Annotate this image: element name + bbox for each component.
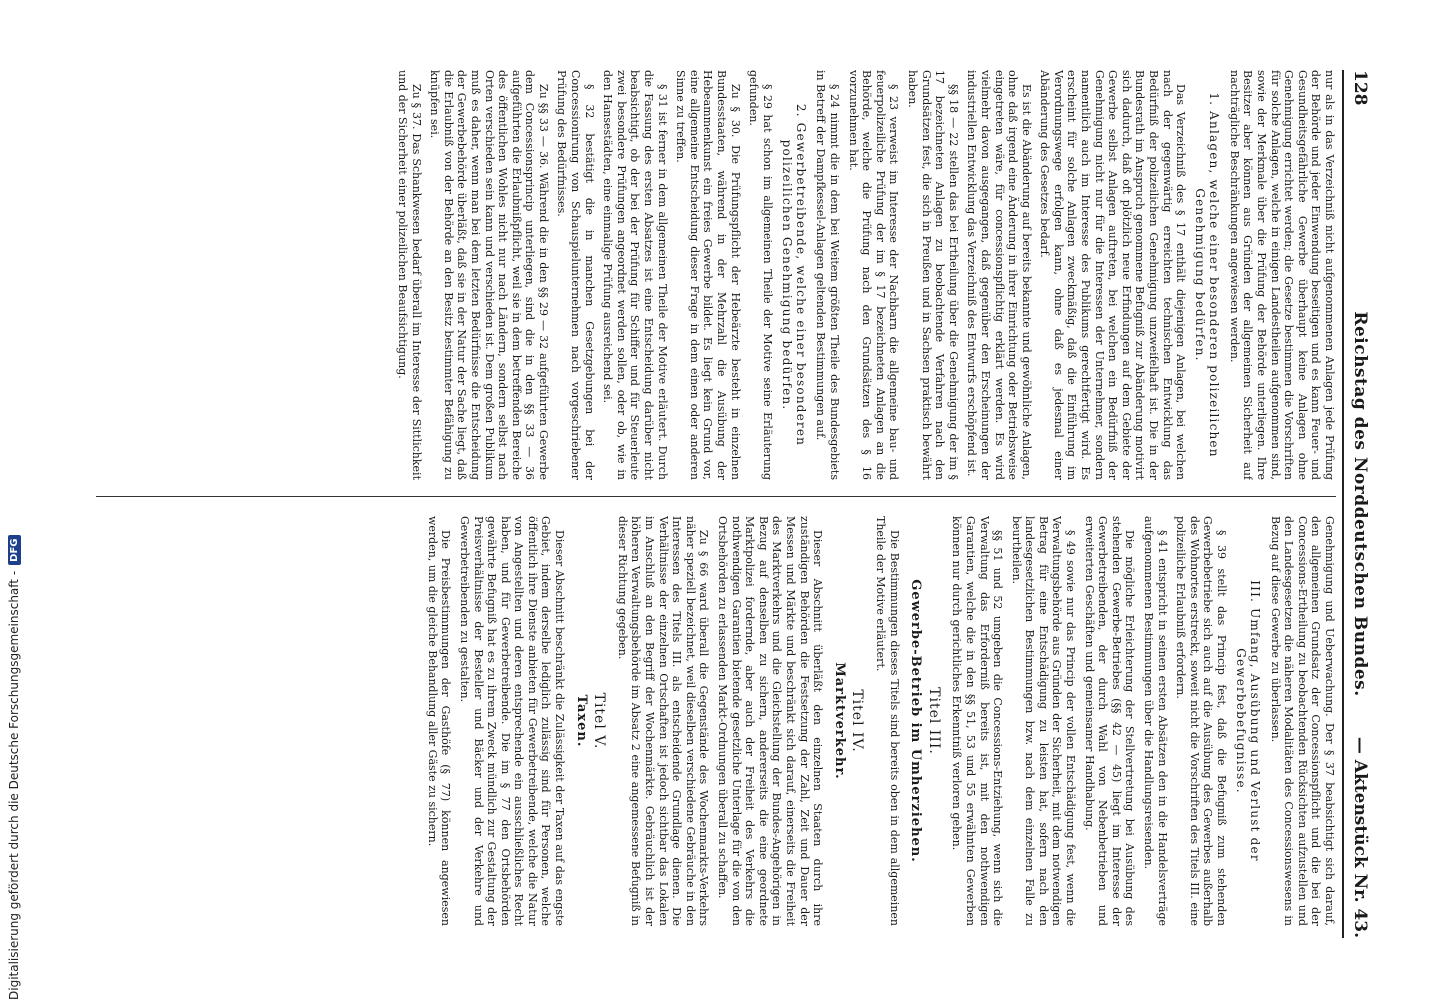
left-column <box>96 70 1336 480</box>
paragraph: § 24 nimmt die in dem bei Weitem größten Theile des Bundesgebiets in Betreff der Dampfkessel-Anlagen geltenden Bestimmungen auf. <box>814 70 841 480</box>
title-subheading: Gewerbe-Betrieb im Umherziehen. <box>908 579 924 863</box>
paragraph: § 39 stellt das Princip fest, daß die Befugniß zum stehenden Gewerbebetriebe sich auch auf die Ausübung des Gewerbes außerhalb des Wohnortes erstreckt, soweit nicht die Vorschriften des Titels III. eine polizeiliche Erlaubniß erfordern. <box>1174 516 1229 926</box>
paragraph: § 41 entspricht in seinen ersten Absätzen den in die Handelsverträge aufgenommenen Bestimmungen über die Handlungsreisenden. <box>1142 516 1169 926</box>
paragraph: § 49 sowie nur das Princip der vollen Entschädigung fest, wenn die Verwaltungsbehörde aus Gründen der Sicherheit, mit dem notwendigen Betrag für eine Entschädigung zu leisten hat, sofern nach den landesgesetzlichen Bestimmungen bzw. nach dem einzelnen Falle zu beurtheilen. <box>1009 516 1078 926</box>
paragraph: § 31 ist ferner in dem allgemeinen Theile der Motive erläutert. Durch die Fassung des ersten Absatzes ist eine Entscheidung darüber nicht beabsichtigt, ob der bei der Prüfung für Schiffer und für Steuerleute zwei besondere Prüfungen angeordnet werden sollen, oder ob, wie in den Hansestädten, eine einmalige Prüfung ausreichend sei. <box>601 70 669 480</box>
section-heading: 2. Gewerbetreibende, welche einer besonderen polizeilichen Genehmigung bedürfen. <box>779 103 808 447</box>
section-heading: 1. Anlagen, welche einer besonderen polizeilichen Genehmigung bedürfen. <box>1193 92 1222 458</box>
paragraph: Dieser Abschnitt beschränkt die Zulässigkeit der Taxen auf das engste Gebiet, indem derselbe lediglich zulässig sind für Personen, welche öffentlich ihre Dienste anbieten für Gewerbetreibende, welche die Natur von Angestellten und deren entsprechende ein ausschließliches Recht haben, und für Gewerbetreibende. Die im § 77 den Ortsbehörden gewährte Befugniß hat es zu ihrem Zweck mündlich zur Gestaltung der Preisverhältnisse der Besteller und Bäcker und der Verkehre und Gewerbetreibenden zu gestalten. <box>457 516 567 926</box>
paragraph: Die mögliche Erleichterung der Stellvertretung bei Ausübung des stehenden Gewerbe-Betriebes (§§ 42 — 45) liegt im Interesse der Gewerbetreibenden, der durch Wahl von Nebenbetrieben und erweiterten Geschäften und gemeinsamer Handhabung. <box>1082 516 1137 926</box>
document-piece: — Aktenstück Nr. 43. <box>1350 736 1370 938</box>
digitization-credit <box>4 0 24 1000</box>
column-divider <box>96 496 1336 497</box>
section-heading: III. Umfang, Ausübung und Verlust der Gewerbebefugnisse. <box>1234 580 1263 862</box>
paragraph: Zu §§ 33 — 36. Während die in den §§ 29 — 32 aufgeführten Gewerbe dem Concessionsprincip unterliegen, sind die in den §§ 33 — 36 aufgeführten die Erlaubnißpflicht, weil sie in dem betreffenden Bereiche des öffentlichen Wohles nicht nur nach Ländern, sondern selbst nach Orten verschieden sein kann und verschieden ist. Dem großen Publikum muß es daher, wenn man bei dem letzten Bedürfnisse die Entscheidung der Gewerbebehörde überläßt, daß sie in der Natur der Sache liegt, daß die Erlaubniß von der Behörde an den Besitz bestimmter Befähigung zu knüpfen sei. <box>428 70 550 480</box>
paragraph: Die Bestimmungen dieses Titels sind bereits oben in dem allgemeinen Theile der Motive erläutert. <box>873 516 901 926</box>
title-heading: Titel III. <box>925 687 942 755</box>
right-column <box>96 516 1336 926</box>
title-heading: Titel V. <box>591 692 608 750</box>
paragraph: Es ist die Abänderung auf bereits bekannte und gewöhnliche Anlagen, ohne daß irgend eine Änderung in ihrer Einrichtung oder Betriebsweise eingetreten wäre, für concessionspflichtig erklärt werden. Es wird vielmehr davon ausgegangen, daß gegenüber den Erscheinungen der industriellen Entwicklung das Verzeichniß des Entwurfs erschöpfend ist. <box>965 70 1033 480</box>
paragraph: Zu § 30. Die Prüfungspflicht der Hebeärzte besteht in einzelnen Bundesstaaten, während in der Mehrzahl die Ausübung der Hebeammenkunst ein freies Gewerbe bildet. Es liegt kein Grund vor, eine allgemeine Entscheidung dieser Frage in dem einen oder anderen Sinne zu treffen. <box>674 70 742 480</box>
paragraph: §§ 51 und 52 umgeben die Concessions-Entziehung, wenn sich die Verwaltung das Erforderniß bereits ist, mit den nothwendigen Garantien, welche die in den §§ 51, 53 und 55 erwähnten Gewerben können nur durch gerichtliches Erkenntniß verloren gehen. <box>950 516 1005 926</box>
paragraph: nur als in das Verzeichniß nicht aufgenommenen Anlagen jede Prüfung der Behörde und jeder Einwendung beseitigen und es kann Feuer- und Gesundheitsgefährliche Gewerbe überhaupt keine Anlagen ohne Genehmigung errichtet werden; die Gesetze bestimmen die Vorschriften für solche Anlagen, welche in einigen Landestheilen aufgenommen sind, sowie der Merkmale über die Prüfung der Behörde unterliegen. Ihre Besitzer aber können aus Gründen der allgemeinen Sicherheit auf nachträgliche Beschränkungen angewiesen werden. <box>1227 70 1336 480</box>
paragraph: Das Verzeichniß des § 17 enthält diejenigen Anlagen, bei welchen nach der gegenwärtig erreichten technischen Entwicklung das Bedürfniß der polizeilichen Genehmigung unzweifelhaft ist. Die in der Bundesrath im Anspruch genommene Befugniß zur Abänderung motivirt sich dadurch, daß oft plötzlich neue Erfindungen auf dem Gebiete der Gewerbe selbst Anlagen auftreten, bei welchen ein Bedürfniß der Genehmigung nicht nur für die Interessen der Unternehmer, sondern namentlich auch im Interesse des Publikums gerechtfertigt wird. Es erscheint für solche Anlagen zweckmäßig, daß die Einführung im Verordnungswege erfolgen kann, ohne daß es jedesmal einer Abänderung des Gesetzes bedarf. <box>1038 70 1188 480</box>
paragraph: Zu § 66 ward überall die Gegenstände des Wochenmarkts-Verkehrs näher speziell bezeichnet, weil dieselben verschiedene Gebräuche in den Interessen des Titels III. als entscheidende Grundlage dienen. Die Verhältnisse der einzelnen Ortschaften ist jedoch sichtbar das Lokalen im Anschluß an den Begriff der Wochenmärkte. Gebräuchlich ist der höheren Verwaltungsbehörde im Absatz 2 eine angemessene Befugniß in dieser Richtung gegeben. <box>615 516 711 926</box>
paragraph: §§ 18 — 22 stellen das bei Ertheilung über die Genehmigung der im § 17 bezeichneten Anlagen zu beobachtende Verfahren nach den Grundsätzen fest, die sich in Preußen und in Sachsen praktisch bewährt haben. <box>905 70 960 480</box>
dfg-logo: DFG <box>8 536 21 565</box>
paragraph: Genehmigung und Ueberwachung. Der § 37 beabsichtigt sich darauf, den allgemeinen Grundsatz der Concessionspflicht und die bei der Concessions-Ertheilung zu beobachtenden Rücksichten aufzustellen und den Landesgesetzen die näheren Modalitäten des Concessionswesens in Bezug auf diese Gewerbe zu überlassen. <box>1268 516 1336 926</box>
paragraph: § 23 verweist im Interesse der Nachbarn die allgemeine bau- und feuerpolizeiliche Prüfung der im § 17 bezeichneten Anlagen an die Behörde, welche die Prüfung nach den Grundsätzen des § 16 vorzunehmen hat. <box>846 70 901 480</box>
paragraph: § 32 bestätigt die in manchen Gesetzgebungen bei der Concessionirung von Schauspielunternehmen nach vorgeschriebener Prüfung des Bedürfnisses. <box>555 70 596 480</box>
page-header <box>1340 70 1370 938</box>
credit-text: Digitalisierung gefördert durch die Deutsche Forschungsgemeinschaft - <box>7 570 21 1000</box>
paragraph: § 29 hat schon im allgemeinen Theile der Motive seine Erläuterung gefunden. <box>747 70 774 480</box>
paragraph: Dieser Abschnitt überläßt den einzelnen Staaten durch ihre zuständigen Behörden die Festsetzung der Zahl, Zeit und Dauer der Messen und Märkte und beschränkt sich darauf, einerseits die Freiheit des Marktverkehrs und die Gleichstellung der Bundes-Angehörigen in Bezug auf denselben zu sichern, andererseits die eine geordnete Marktpolizei fordernde, aber auch der Freiheit des Verkehrs die nothwendigen Garantien bietende gesetzliche Unterlage für die von den Ortsbehörden zu erlassenden Markt-Ordnungen überall zu schaffen. <box>716 516 825 926</box>
paragraph: Zu § 37. Das Schankwesen bedarf überall im Interesse der Sittlichkeit und der Sicherheit einer polizeilichen Beaufsichtigung. <box>395 70 423 480</box>
page-number: 128 <box>1350 70 1370 106</box>
paragraph: Die Preisbestimmungen der Gasthöfe (§ 77) können angewiesen werden, um die gleiche Behandlung aller Gäste zu sichern. <box>425 516 453 926</box>
title-subheading: Taxen. <box>573 694 589 748</box>
title-subheading: Marktverkehr. <box>831 662 847 780</box>
title-heading: Titel IV. <box>849 689 866 753</box>
header-rule <box>1342 70 1344 938</box>
running-title: Reichstag des Norddeutschen Bundes. <box>1350 311 1370 697</box>
